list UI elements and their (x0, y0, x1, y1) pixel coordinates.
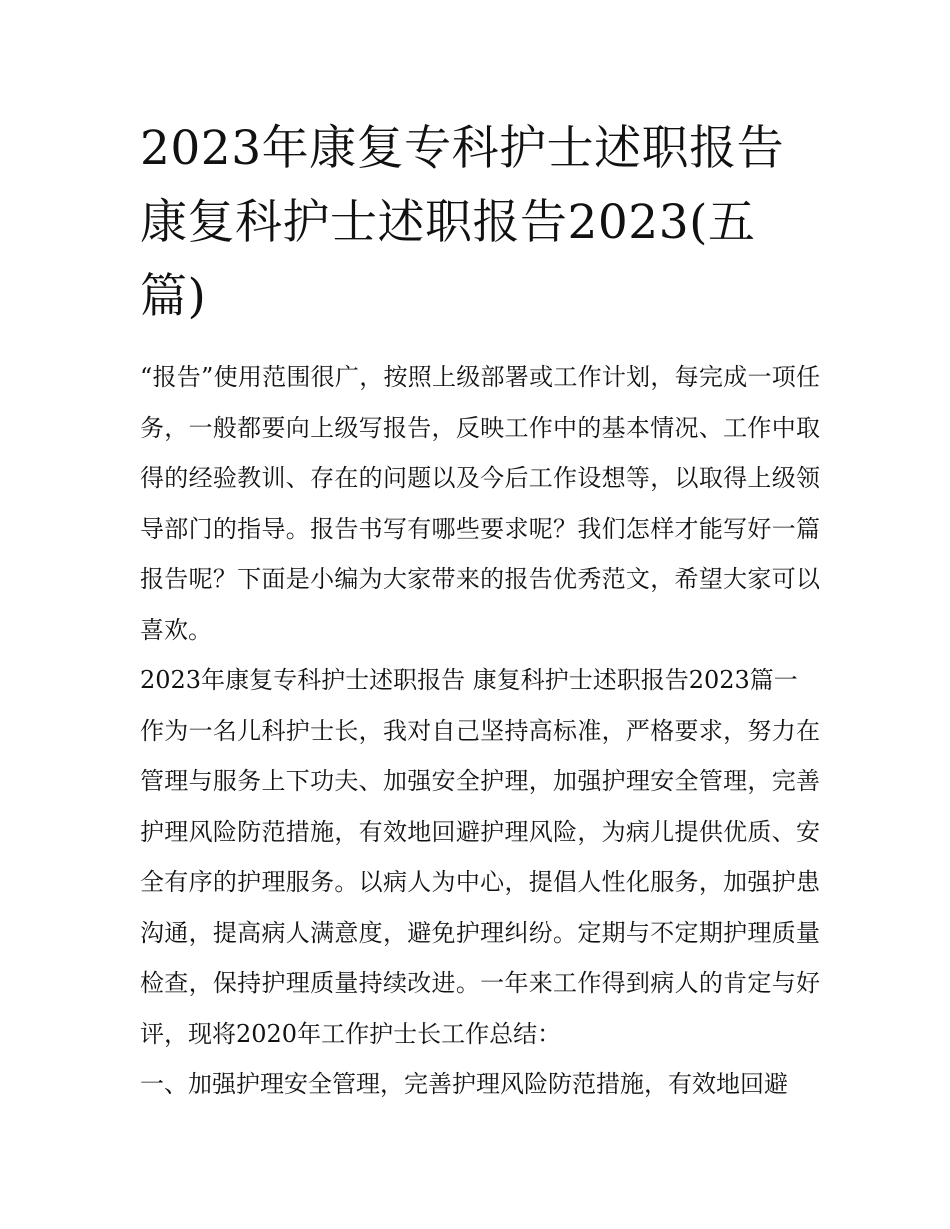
intro-paragraph: “报告”使用范围很广，按照上级部署或工作计划，每完成一项任务，一般都要向上级写报告，反映工作中的基本情况、工作中取得的经验教训、存在的问题以及今后工作设想等，以取得上级领导部门的指导。报告书写有哪些要求呢？我们怎样才能写好一篇报告呢？下面是小编为大家带来的报告优秀范文，希望大家可以喜欢。 (140, 363, 820, 644)
list-item-1: 一、加强护理安全管理，完善护理风险防范措施，有效地回避 (140, 1070, 788, 1098)
body-paragraph: 作为一名儿科护士长，我对自己坚持高标准，严格要求，努力在管理与服务上下功夫、加强安全护理，加强护理安全管理，完善护理风险防范措施，有效地回避护理风险，为病儿提供优质、安全有序的护理服务。以病人为中心，提倡人性化服务，加强护患沟通，提高病人满意度，避免护理纠纷。定期与不定期护理质量检查，保持护理质量持续改进。一年来工作得到病人的肯定与好评，现将2020年工作护士长工作总结： (140, 716, 820, 1048)
title-line-3: 篇) (140, 269, 207, 324)
title-line-1: 2023年康复专科护士述职报告 (140, 121, 785, 176)
section-heading: 2023年康复专科护士述职报告 康复科护士述职报告2023篇一 (140, 666, 798, 694)
title-line-2: 康复科护士述职报告2023(五 (140, 195, 756, 250)
document-page (140, 112, 820, 1110)
document-body (140, 352, 820, 1110)
document-title (140, 112, 820, 334)
